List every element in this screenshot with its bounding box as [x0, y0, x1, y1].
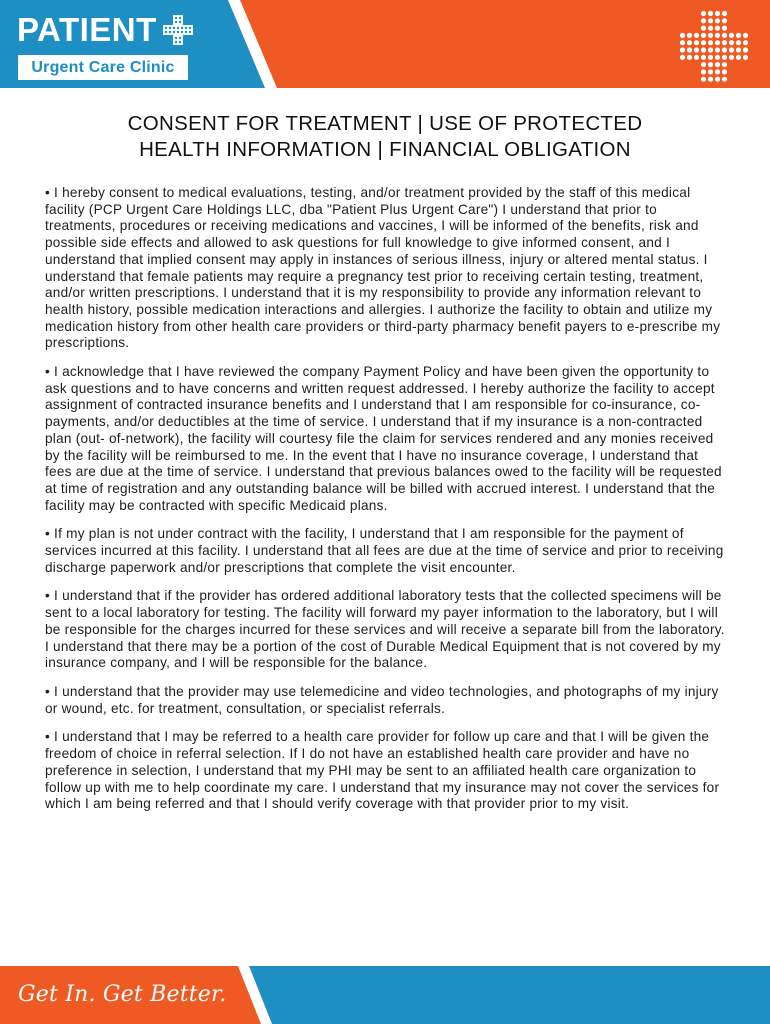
consent-paragraph-laboratory: • I understand that if the provider has ordered additional laboratory tests that the collected specimens will be sent to a local laboratory for testing. The facility will forward my payer information to the laboratory, but I will be responsible for the charges incurred for these services and will receive a separate bill from the laboratory. I understand that there may be a portion of the cost of Durable Medical Equipment that is not covered by my insurance company, and I will be responsible for the balance.	[45, 588, 725, 671]
dotted-cross-icon	[679, 10, 749, 84]
page-title	[60, 111, 710, 163]
footer-tagline: Get In. Get Better.	[18, 982, 227, 1007]
consent-paragraph-treatment: • I hereby consent to medical evaluations, testing, and/or treatment provided by the staff of this medical facility (PCP Urgent Care Holdings LLC, dba "Patient Plus Urgent Care") I understand that prior to treatments, procedures or receiving medications and vaccines, I will be informed of the benefits, risk and possible side effects and allowed to ask questions for full knowledge to give informed consent, and I understand that implied consent may apply in instances of serious illness, injury or altered mental status. I understand that female patients may require a pregnancy test prior to receiving certain testing, treatment, and/or written prescriptions. I understand that it is my responsibility to provide any information relevant to health history, possible medication interactions and allergies. I authorize the facility to obtain and utilize my medication history from other health care providers or third-party pharmacy benefit payers to e-prescribe my prescriptions.	[45, 185, 721, 351]
consent-paragraph-referral: • I understand that I may be referred to a health care provider for follow up care and that I will be given the freedom of choice in referral selection. If I do not have an established health care provider and have no preference in selection, I understand that my PHI may be sent to an affiliated health care organization to follow up with me to help coordinate my care. I understand that my insurance may not cover the services for which I am being referred and that I should verify coverage with that provider prior to my visit.	[45, 729, 720, 812]
page-title-line-1: CONSENT FOR TREATMENT | USE OF PROTECTED	[127, 112, 643, 135]
logo-subtitle: Urgent Care Clinic	[18, 55, 188, 80]
consent-paragraph-payment: • I acknowledge that I have reviewed the company Payment Policy and have been given the opportunity to ask questions and to have concerns and written request addressed. I hereby authorize the facility to accept assignment of contracted insurance benefits and I understand that I am responsible for co-insurance, co- payments, and/or deductibles at the time of service. I understand that if my insurance is a non-contracted plan (out- of-network), the facility will courtesy file the claim for services rendered and any monies received by the facility will be reimbursed to me. In the event that I have no insurance coverage, I understand that fees are due at the time of service. I understand that previous balances owed to the facility will be requested at time of registration and any outstanding balance will be billed with accrued interest. I understand that the facility may be contracted with specific Medicaid plans.	[45, 364, 722, 513]
logo-wordmark: PATIENT	[17, 11, 157, 48]
consent-paragraph-non-contracted: • If my plan is not under contract with the facility, I understand that I am responsible for the payment of services incurred at this facility. I understand that all fees are due at the time of service and prior to receiving discharge paperwork and/or prescriptions that complete the visit encounter.	[45, 526, 724, 575]
consent-paragraph-telemedicine: • I understand that the provider may use telemedicine and video technologies, and photographs of my injury or wound, etc. for treatment, consultation, or specialist referrals.	[45, 683, 719, 716]
header-banner	[0, 0, 770, 88]
footer-banner	[0, 966, 770, 1024]
consent-body	[45, 185, 727, 825]
logo-plus-icon	[162, 14, 194, 46]
page-title-line-2: HEALTH INFORMATION | FINANCIAL OBLIGATION	[139, 138, 631, 161]
